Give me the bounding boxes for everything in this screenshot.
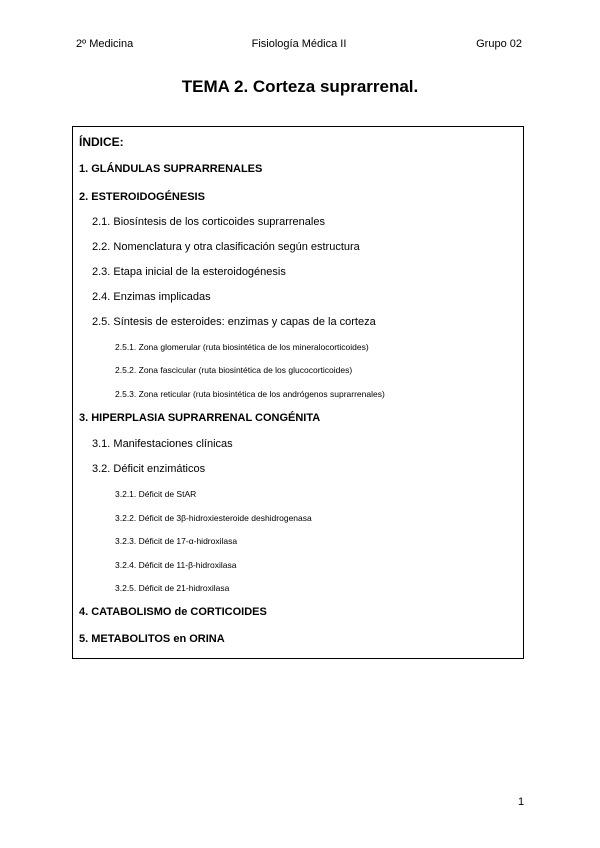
toc-heading: ÍNDICE: xyxy=(79,135,124,149)
toc-entry: 2.5.3. Zona reticular (ruta biosintética de los andrógenos suprarrenales) xyxy=(115,389,385,399)
toc-entry: 2.5. Síntesis de esteroides: enzimas y capas de la corteza xyxy=(92,316,376,328)
toc-entry: 3.2. Déficit enzimáticos xyxy=(92,463,206,475)
toc-entry: 1. GLÁNDULAS SUPRARRENALES xyxy=(79,163,263,175)
document-title: TEMA 2. Corteza suprarrenal. xyxy=(181,77,419,96)
toc-entry: 2.2. Nomenclatura y otra clasificación según estructura xyxy=(92,241,360,253)
toc-entry: 3.2.5. Déficit de 21-hidroxilasa xyxy=(115,583,230,593)
toc-entry: 3. HIPERPLASIA SUPRARRENAL CONGÉNITA xyxy=(79,412,321,424)
toc-entry: 3.2.4. Déficit de 11-β-hidroxilasa xyxy=(115,560,237,570)
toc-entry: 3.2.2. Déficit de 3β-hidroxiesteroide deshidrogenasa xyxy=(115,513,312,523)
toc-entry: 2.5.1. Zona glomerular (ruta biosintética de los mineralocorticoides) xyxy=(115,342,369,352)
toc-entry: 3.1. Manifestaciones clínicas xyxy=(92,438,233,450)
toc-entry: 3.2.1. Déficit de StAR xyxy=(115,489,197,499)
toc-entry: 2.1. Biosíntesis de los corticoides suprarrenales xyxy=(92,216,325,228)
toc-entry: 2.5.2. Zona fascicular (ruta biosintética de los glucocorticoides) xyxy=(115,365,353,375)
toc-entry: 4. CATABOLISMO de CORTICOIDES xyxy=(79,606,267,618)
toc-entry: 2.3. Etapa inicial de la esteroidogénesis xyxy=(92,266,286,278)
header-group: Grupo 02 xyxy=(476,38,522,50)
toc-entry: 2. ESTEROIDOGÉNESIS xyxy=(79,191,205,203)
toc-entry: 2.4. Enzimas implicadas xyxy=(92,291,211,303)
header-course: 2º Medicina xyxy=(76,38,134,50)
table-of-contents xyxy=(72,126,524,659)
header-subject: Fisiología Médica II xyxy=(251,38,347,50)
toc-entry: 5. METABOLITOS en ORINA xyxy=(79,633,225,645)
page-number: 1 xyxy=(518,796,525,808)
toc-entry: 3.2.3. Déficit de 17-α-hidroxilasa xyxy=(115,536,238,546)
page-header xyxy=(76,38,522,50)
